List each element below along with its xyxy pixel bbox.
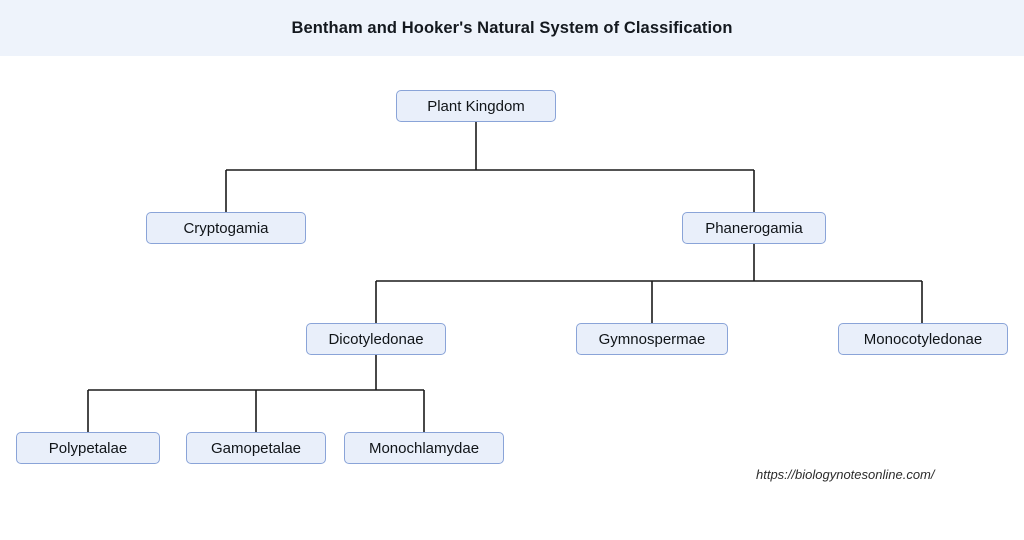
- node-label: Monocotyledonae: [863, 330, 983, 348]
- node-dicotyledonae[interactable]: [306, 323, 446, 355]
- title-bar: [0, 0, 1024, 56]
- source-credit: https://biologynotesonline.com/: [756, 467, 935, 482]
- node-label: Dicotyledonae: [328, 330, 424, 348]
- node-monochlamydae[interactable]: [344, 432, 504, 464]
- node-polypetalae[interactable]: [16, 432, 160, 464]
- node-label: Phanerogamia: [705, 219, 803, 237]
- node-label: Cryptogamia: [183, 219, 269, 237]
- node-cryptogamia[interactable]: [146, 212, 306, 244]
- node-label: Gamopetalae: [210, 439, 302, 457]
- node-phanerogamia[interactable]: [682, 212, 826, 244]
- node-plant-kingdom[interactable]: [396, 90, 556, 122]
- node-label: Plant Kingdom: [427, 97, 525, 115]
- node-label: Polypetalae: [48, 439, 128, 457]
- page-title: Bentham and Hooker's Natural System of Classification: [291, 18, 733, 37]
- node-monocotyledonae[interactable]: [838, 323, 1008, 355]
- node-gymnospermae[interactable]: [576, 323, 728, 355]
- node-gamopetalae[interactable]: [186, 432, 326, 464]
- node-label: Gymnospermae: [598, 330, 706, 348]
- node-label: Monochlamydae: [368, 439, 480, 457]
